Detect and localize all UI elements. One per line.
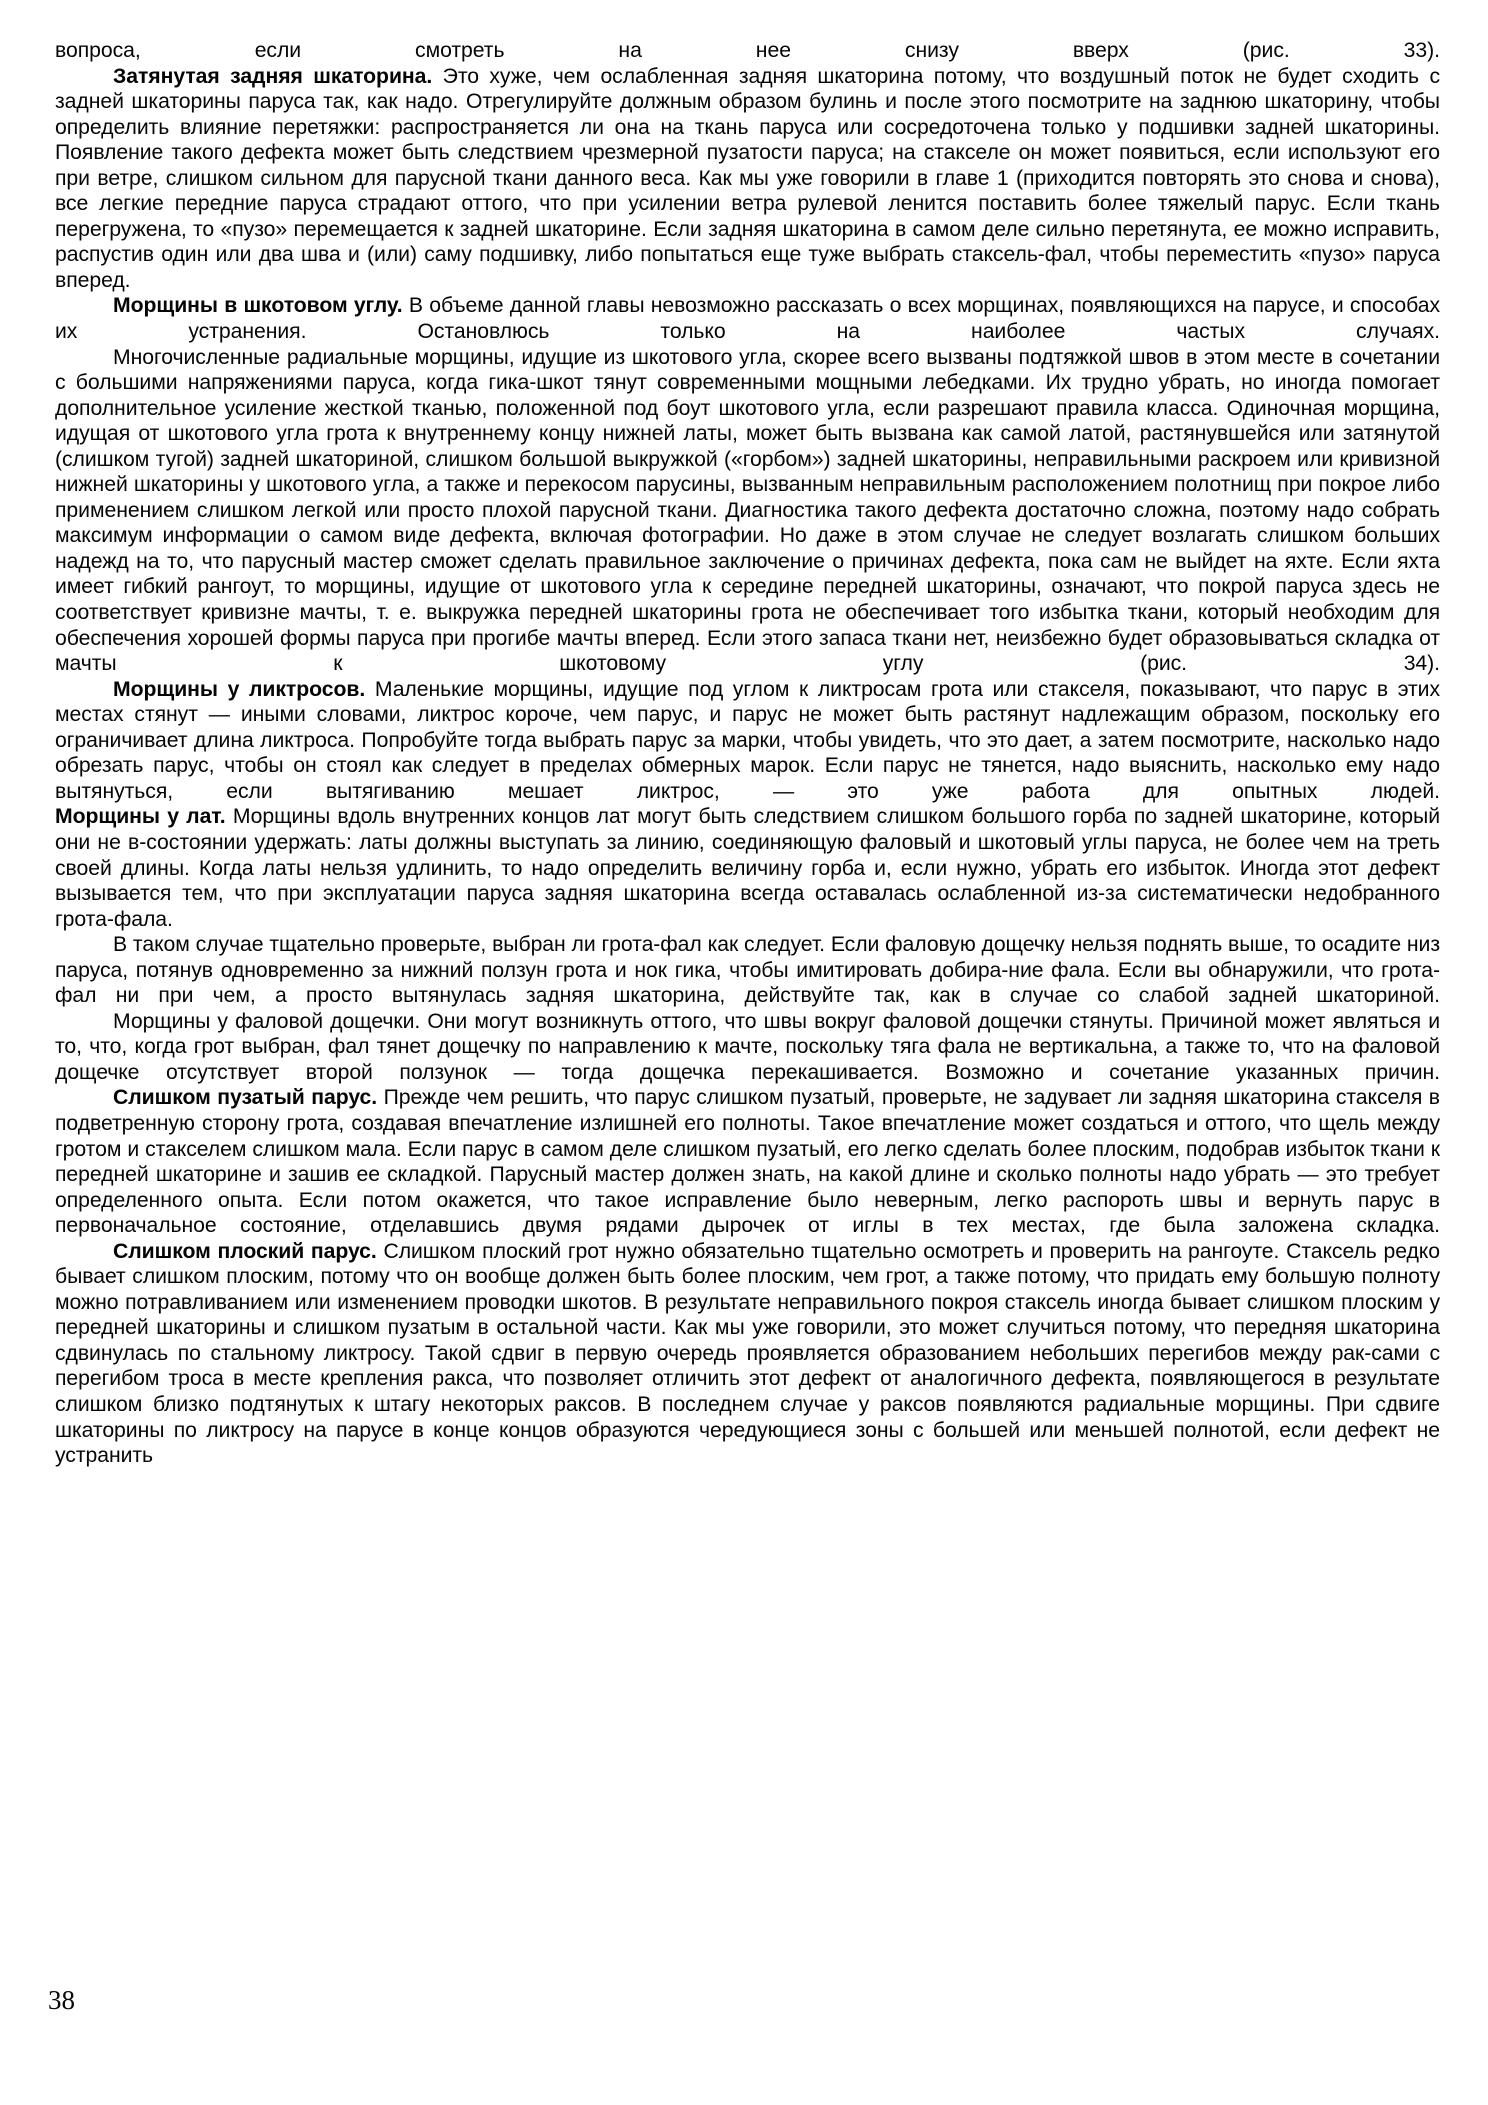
section-heading: Морщины у фаловой дощечки. — [113, 1009, 421, 1033]
paragraph — [55, 1085, 1440, 1238]
section-heading: Морщины у ликтросов. — [113, 677, 366, 701]
page-number: 38 — [48, 1985, 75, 2015]
section-heading: Слишком плоский парус. — [113, 1239, 377, 1263]
paragraph — [55, 345, 1440, 677]
body-text-column — [55, 38, 1440, 1469]
paragraph-text: Прежде чем решить, что парус слишком пузатый, проверьте, не задувает ли задняя шкаторина стакселя в подветренную сторону грота, создавая впечатление излишней его полноты. Такое впечатление может создаться и оттого, что щель между гротом и стакселем слишком мала. Если парус в самом деле слишком пузатый, его легко сделать более плоским, подобрав избыток ткани к передней шкаторине и зашив ее складкой. Парусный мастер должен знать, на какой длине и сколько полноты надо убрать — это требует определенного опыта. Если потом окажется, что такое исправление было неверным, легко распороть швы и вернуть парус в первоначальное состояние, отделавшись двумя рядами дырочек от иглы в тех местах, где была заложена складка. — [55, 1086, 1440, 1238]
paragraph — [55, 1009, 1440, 1086]
section-heading: Слишком пузатый парус. — [113, 1086, 378, 1110]
paragraph-text: В таком случае тщательно проверьте, выбран ли грота-фал как следует. Если фаловую дощечку нельзя поднять выше, то осадите низ паруса, потянув одновременно за нижний ползун грота и нок гика, чтобы имитировать добира-ние фала. Если вы обнаружили, что грота-фал ни при чем, а просто вытянулась задняя шкаторина, действуйте так, как в случае со слабой задней шкаториной. — [55, 933, 1440, 1008]
paragraph-text: Это хуже, чем ослабленная задняя шкаторина потому, что воздушный поток не будет сходить с задней шкаторины паруса так, как надо. Отрегулируйте должным образом булинь и после этого посмотрите на заднюю шкаторину, чтобы определить влияние перетяжки: распространяется ли она на ткань паруса или сосредоточена только у подшивки задней шкаторины. Появление такого дефекта может быть следствием чрезмерной пузатости паруса; на стакселе он может появиться, если используют его при ветре, слишком сильном для парусной ткани данного веса. Как мы уже говорили в главе 1 (приходится повторять это снова и снова), все легкие передние паруса страдают оттого, что при усилении ветра рулевой ленится поставить более тяжелый парус. Если ткань перегружена, то «пузо» перемещается к задней шкаторине. Если задняя шкаторина в самом деле сильно перетянута, ее можно исправить, распустив один или два шва и (или) саму подшивку, либо попытаться еще туже выбрать стаксель-фал, чтобы переместить «пузо» паруса вперед. — [55, 64, 1440, 292]
paragraph — [55, 38, 1440, 64]
paragraph — [55, 677, 1440, 805]
section-heading: Морщины в шкотовом углу. — [113, 294, 403, 318]
section-heading: Затянутая задняя шкаторина. — [113, 64, 433, 88]
paragraph — [55, 1239, 1440, 1469]
paragraph — [55, 932, 1440, 1009]
paragraph — [55, 804, 1440, 932]
paragraph — [55, 64, 1440, 294]
paragraph-text: Маленькие морщины, идущие под углом к ликтросам грота или стакселя, показывают, что парус в этих местах стянут — иными словами, ликтрос короче, чем парус, и парус не может быть растянут надлежащим образом, поскольку его ограничивает длина ликтроса. Попробуйте тогда выбрать парус за марки, чтобы увидеть, что это дает, а затем посмотрите, насколько надо обрезать парус, чтобы он стоял как следует в пределах обмерных марок. Если парус не тянется, надо выяснить, насколько ему надо вытянуться, если вытягиванию мешает ликтрос, — это уже работа для опытных людей. — [55, 677, 1441, 803]
section-heading: Морщины у лат. — [55, 805, 226, 829]
paragraph — [55, 293, 1440, 344]
paragraph-text: В объеме данной главы невозможно рассказать о всех морщинах, появляющихся на парусе, и способах их устранения. Остановлюсь только на наиболее частых случаях. — [55, 294, 1440, 344]
paragraph-text: Слишком плоский грот нужно обязательно тщательно осмотреть и проверить на рангоуте. Стаксель редко бывает слишком плоским, потому что он вообще должен быть более плоским, чем грот, а также потому, что придать ему большую полноту можно потравливанием или изменением проводки шкотов. В результате неправильного покроя стаксель иногда бывает слишком плоским у передней шкаторины и слишком пузатым в остальной части. Как мы уже говорили, это может случиться потому, что передняя шкаторина сдвинулась по стальному ликтросу. Такой сдвиг в первую очередь проявляется образованием небольших перегибов между рак-сами с перегибом троса в месте крепления ракса, что позволяет отличить этот дефект от аналогичного дефекта, появляющегося в результате слишком близко подтянутых к штагу некоторых раксов. В последнем случае у раксов появляются радиальные морщины. При сдвиге шкаторины по ликтросу на парусе в конце концов образуются чередующиеся зоны с большей или меньшей полнотой, если дефект не устранить — [55, 1239, 1440, 1468]
paragraph-text: Многочисленные радиальные морщины, идущие из шкотового угла, скорее всего вызваны подтяжкой швов в этом месте в сочетании с большими напряжениями паруса, когда гика-шкот тянут современными мощными лебедками. Их трудно убрать, но иногда помогает дополнительное усиление жесткой тканью, положенной под боут шкотового угла, если разрешают правила класса. Одиночная морщина, идущая от шкотового угла грота к внутреннему концу нижней латы, может быть вызвана как самой латой, растянувшейся или затянутой (слишком тугой) задней шкаториной, слишком большой выкружкой («горбом») задней шкаторины, неправильными раскроем или кривизной нижней шкаторины у шкотового угла, а также и перекосом парусины, вызванным неправильным расположением полотнищ при покрое либо применением слишком легкой или просто плохой парусной ткани. Диагностика такого дефекта достаточно сложна, поэтому надо собрать максимум информации о самом виде дефекта, включая фотографии. Но даже в этом случае не следует возлагать слишком больших надежд на то, что парусный мастер сможет сделать правильное заключение о причинах дефекта, пока сам не выйдет на яхте. Если яхта имеет гибкий рангоут, то морщины, идущие от шкотового угла к середине передней шкаторины, означают, что покрой паруса здесь не соответствует кривизне мачты, т. е. выкружка передней шкаторины грота не обеспечивает того избытка ткани, который необходим для обеспечения хорошей формы паруса при прогибе мачты вперед. Если этого запаса ткани нет, неизбежно будет образовываться складка от мачты к шкотовому углу (рис. 34). — [55, 345, 1440, 676]
paragraph-text: Морщины вдоль внутренних концов лат могут быть следствием слишком большого горба по задней шкаторине, который они не в-состоянии удержать: латы должны выступать за линию, соединяющую фаловый и шкотовый углы паруса, не более чем на треть своей длины. Когда латы нельзя удлинить, то надо определить величину горба и, если нужно, убрать его избыток. Иногда этот дефект вызывается тем, что при эксплуатации паруса задняя шкаторина всегда оставалась ослабленной из-за систематически недобранного грота-фала. — [55, 805, 1440, 931]
paragraph-text: Они могут возникнуть оттого, что швы вокруг фаловой дощечки стянуты. Причиной может являться и то, что, когда грот выбран, фал тянет дощечку по направлению к мачте, поскольку тяга фала не вертикальна, а также то, что на фаловой дощечке отсутствует второй ползунок — тогда дощечка перекашивается. Возможно и сочетание указанных причин. — [55, 1009, 1441, 1084]
paragraph-text: вопроса, если смотреть на нее снизу вверх (рис. 33). — [55, 39, 1440, 62]
